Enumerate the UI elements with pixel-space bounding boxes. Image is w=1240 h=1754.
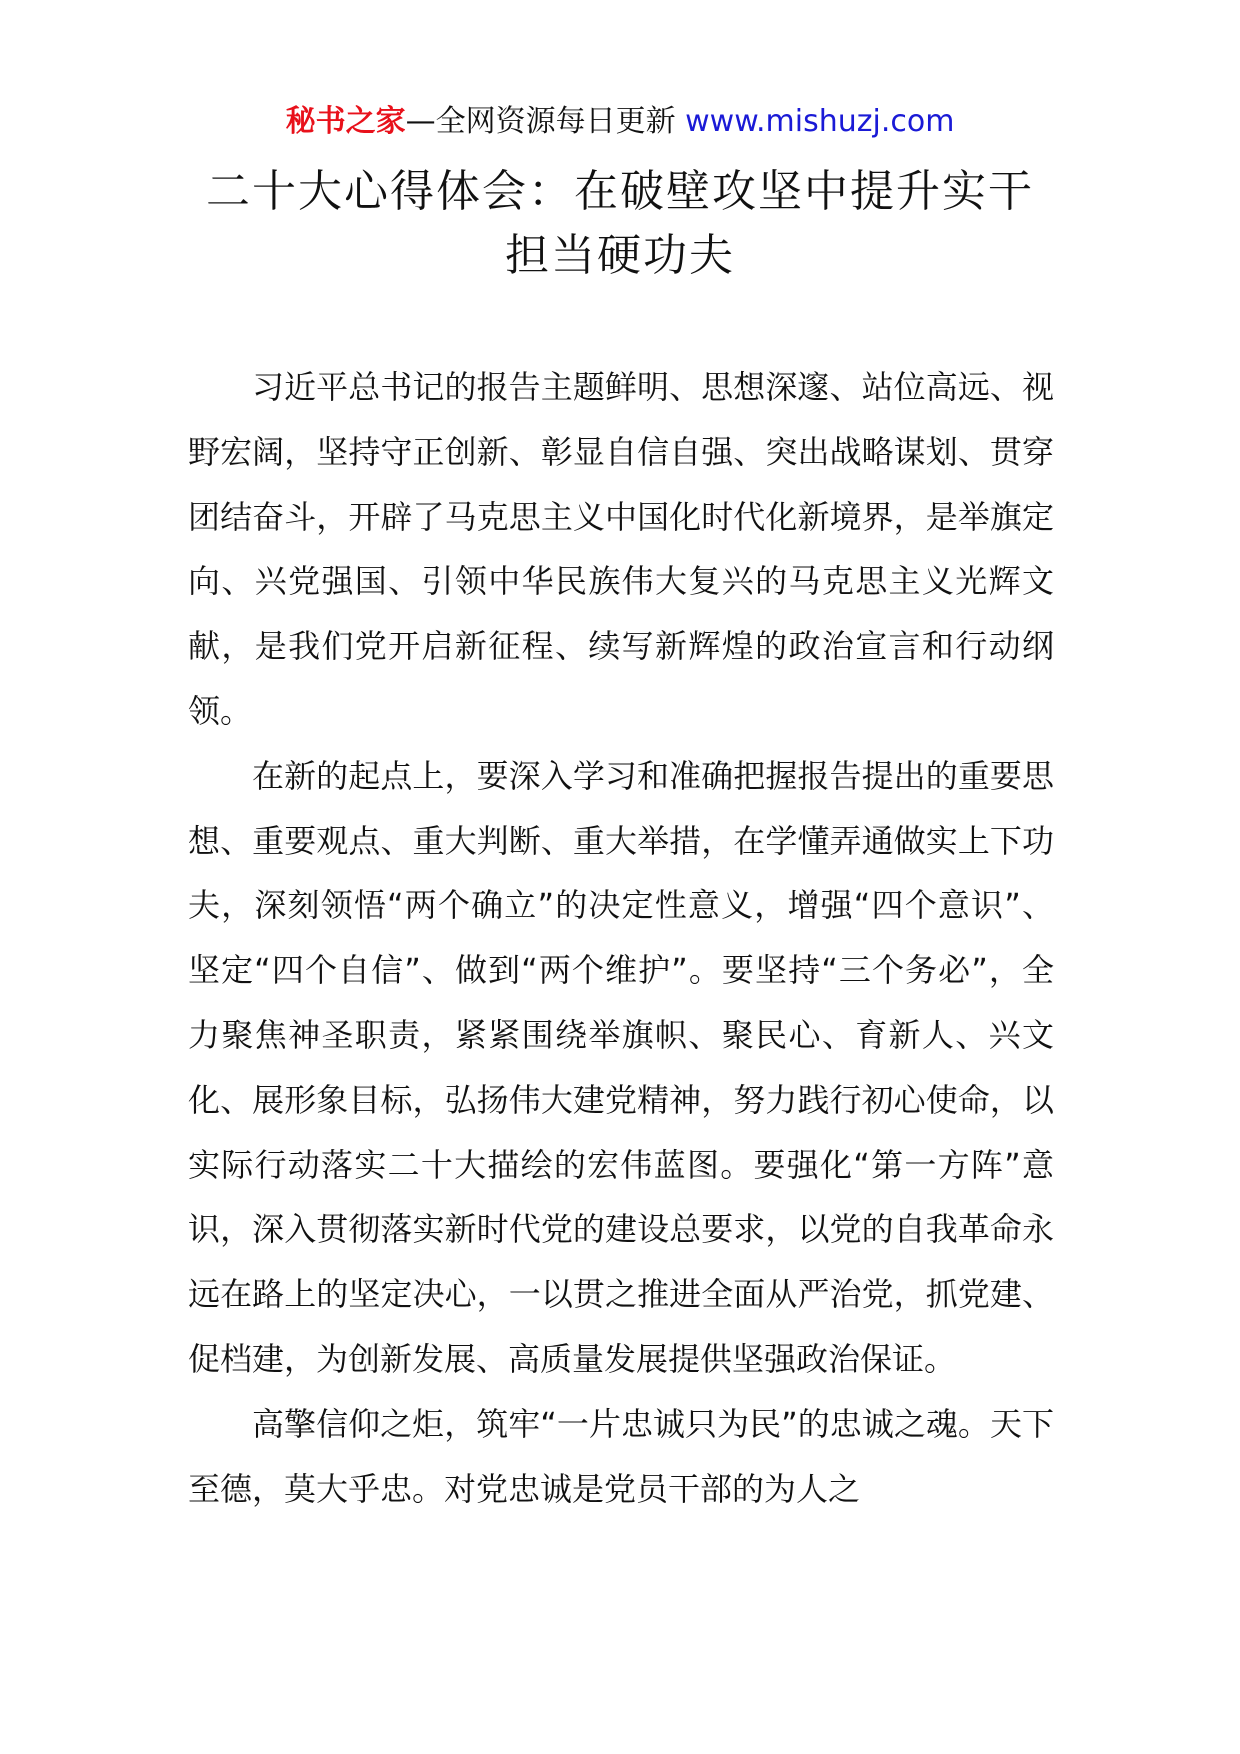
title-line-2: 担当硬功夫 [505,230,735,281]
document-body [188,355,1054,1521]
paragraph-1: 习近平总书记的报告主题鲜明、思想深邃、站位高远、视野宏阔，坚持守正创新、彰显自信自强、突出战略谋划、贯穿团结奋斗，开辟了马克思主义中国化时代化新境界，是举旗定向、兴党强国、引领中华民族伟大复兴的马克思主义光辉文献，是我们党开启新征程、续写新辉煌的政治宣言和行动纲领。 [188,368,1054,730]
site-slogan: —全网资源每日更新 [405,104,686,139]
document-title [0,160,1240,288]
title-line-1: 二十大心得体会：在破壁攻坚中提升实干 [206,166,1034,217]
paragraph-2: 在新的起点上，要深入学习和准确把握报告提出的重要思想、重要观点、重大判断、重大举措，在学懂弄通做实上下功夫，深刻领悟“两个确立”的决定性意义，增强“四个意识”、坚定“四个自信”、做到“两个维护”。要坚持“三个务必”，全力聚焦神圣职责，紧紧围绕举旗帜、聚民心、育新人、兴文化、展形象目标，弘扬伟大建党精神，努力践行初心使命，以实际行动落实二十大描绘的宏伟蓝图。要强化“第一方阵”意识，深入贯彻落实新时代党的建设总要求，以党的自我革命永远在路上的坚定决心，一以贯之推进全面从严治党，抓党建、促档建，为创新发展、高质量发展提供坚强政治保证。 [188,756,1054,1378]
site-brand: 秘书之家 [285,104,406,139]
site-header [0,102,1240,142]
site-url-link[interactable]: www.mishuzj.com [685,104,955,139]
paragraph-3: 高擎信仰之炬，筑牢“一片忠诚只为民”的忠诚之魂。天下至德，莫大乎忠。对党忠诚是党员干部的为人之 [188,1404,1054,1508]
